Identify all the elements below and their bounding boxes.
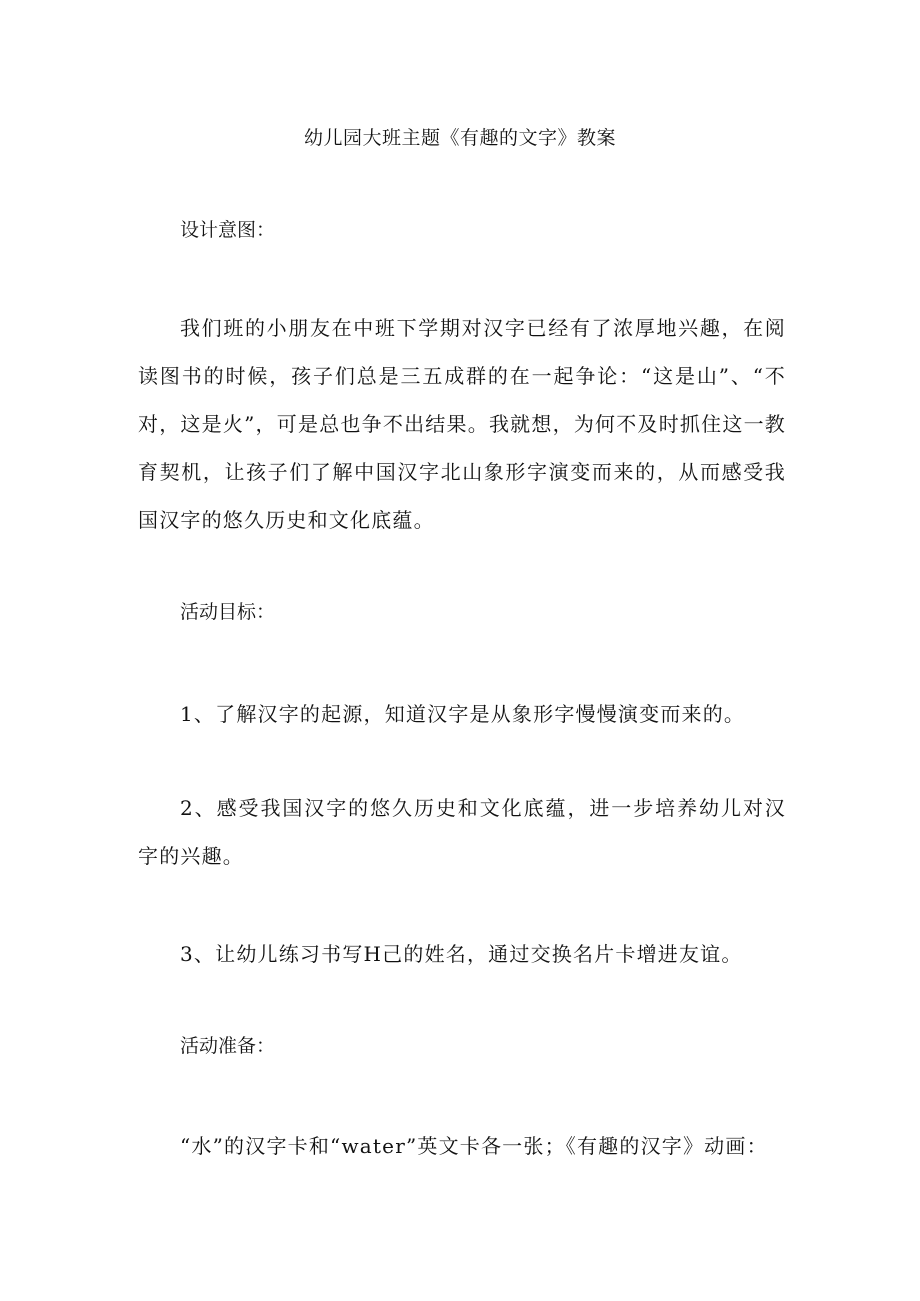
goal-item-3: 3、让幼儿练习书写H己的姓名，通过交换名片卡增进友谊。 [180, 942, 743, 966]
document-title: 幼儿园大班主题《有趣的文字》教案 [303, 127, 616, 149]
goal-item-1: 1、了解汉字的起源，知道汉字是从象形字慢慢演变而来的。 [180, 702, 746, 726]
goals-heading: 活动目标： [180, 601, 276, 623]
goal-item-2: 2、感受我国汉字的悠久历史和文化底蕴，进一步培养幼儿对汉字的兴趣。 [138, 796, 786, 868]
design-intent-paragraph: 我们班的小朋友在中班下学期对汉字已经有了浓厚地兴趣，在阅读图书的时候，孩子们总是三五成群的在一起争论：“这是山”、“不对，这是火”，可是总也争不出结果。我就想，为何不及时抓住这一教育契机，让孩子们了解中国汉字北山象形字演变而来的，从而感受我国汉字的悠久历史和文化底蕴。 [138, 316, 786, 532]
preparation-paragraph: “水”的汉字卡和“water”英文卡各一张；《有趣的汉字》动画： [180, 1134, 768, 1158]
preparation-heading: 活动准备： [180, 1035, 276, 1057]
design-intent-heading: 设计意图： [180, 219, 276, 241]
